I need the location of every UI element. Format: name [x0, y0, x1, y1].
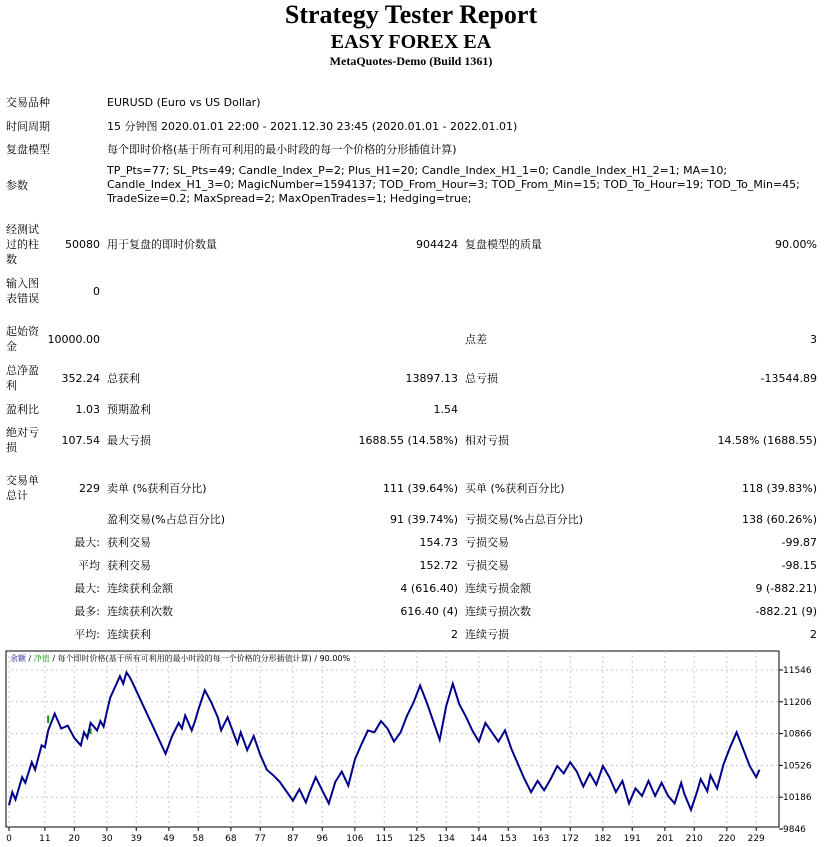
legend-balance: 余额	[10, 654, 26, 663]
x-tick-label: 229	[747, 834, 765, 844]
avg-profit-label: 获利交易	[107, 559, 151, 572]
avg-loss-value: -98.15	[781, 559, 817, 572]
params-label: 参数	[6, 179, 28, 192]
x-tick-label: 87	[287, 834, 299, 844]
max-cons-wins-value: 4 (616.40)	[400, 582, 458, 595]
legend-model: 每个即时价格(基于所有可利用的最小时段的每一个价格的分形插值计算)	[57, 654, 312, 663]
total-trades-value: 229	[79, 482, 100, 495]
largest-profit-label: 获利交易	[107, 536, 151, 549]
abs-drawdown-label: 绝对亏损	[6, 426, 39, 454]
x-tick-label: 106	[346, 834, 364, 844]
largest-loss-value: -99.87	[781, 536, 817, 549]
errors-value: 0	[93, 285, 100, 298]
x-tick-label: 11	[39, 834, 51, 844]
quality-value: 90.00%	[775, 238, 817, 251]
loss-trades-label: 亏损交易(%占总百分比)	[465, 513, 584, 526]
avg-cons-losses-label: 连续亏损	[465, 628, 509, 641]
gross-loss-value: -13544.89	[760, 372, 817, 385]
max-cons-profit-label: 连续获利次数	[107, 605, 173, 618]
avg-cons-wins-label: 连续获利	[107, 628, 151, 641]
x-axis	[6, 827, 765, 844]
quality-label: 复盘模型的质量	[465, 238, 542, 251]
legend-equity: 净值	[33, 654, 50, 663]
rel-drawdown-label: 相对亏损	[465, 434, 509, 447]
payoff-label: 预期盈利	[107, 403, 151, 416]
max-cons-loss-label: 连续亏损次数	[465, 605, 531, 618]
y-tick-label: 10186	[783, 793, 812, 804]
symbol-value: EURUSD (Euro vs US Dollar)	[107, 96, 261, 109]
x-tick-label: 182	[594, 834, 612, 844]
deposit-value: 10000.00	[47, 333, 100, 346]
profit-trades-value: 91 (39.74%)	[389, 513, 458, 526]
x-tick-label: 125	[408, 834, 426, 844]
x-tick-label: 30	[101, 834, 113, 844]
max-cons-wins-label: 连续获利金额	[107, 582, 173, 595]
symbol-label: 交易品种	[6, 96, 50, 109]
period-label: 时间周期	[6, 120, 50, 133]
rel-drawdown-value: 14.58% (1688.55)	[717, 434, 817, 447]
y-tick-label: 10526	[783, 761, 812, 772]
most-label: 最多:	[74, 605, 100, 618]
max-cons-losses-value: 9 (-882.21)	[755, 582, 817, 595]
long-positions-value: 118 (39.83%)	[741, 482, 817, 495]
period-value: 15 分钟图 2020.01.01 22:00 - 2021.12.30 23:45 (2020.01.01 - 2022.01.01)	[107, 120, 518, 133]
model-value: 每个即时价格(基于所有可利用的最小时段的每一个价格的分形插值计算)	[107, 143, 457, 156]
spread-value: 3	[810, 333, 817, 346]
largest-profit-value: 154.73	[419, 536, 458, 549]
ticks-label: 用于复盘的即时价数量	[107, 238, 217, 251]
max-cons-losses-label: 连续亏损金额	[465, 582, 531, 595]
avg-loss-label: 亏损交易	[465, 559, 509, 572]
bars-value: 50080	[65, 238, 100, 251]
report-title: Strategy Tester Report	[284, 0, 538, 29]
x-tick-label: 144	[470, 834, 488, 844]
loss-trades-value: 138 (60.26%)	[741, 513, 817, 526]
profit-factor-value: 1.03	[75, 403, 100, 416]
x-tick-label: 163	[532, 834, 550, 844]
y-tick-label: 9846	[783, 825, 806, 835]
largest-label: 最大:	[74, 536, 100, 549]
legend-quality: 90.00%	[319, 654, 351, 663]
short-positions-value: 111 (39.64%)	[382, 482, 458, 495]
x-tick-label: 115	[375, 834, 393, 844]
max-drawdown-value: 1688.55 (14.58%)	[358, 434, 458, 447]
x-tick-label: 0	[6, 834, 12, 844]
long-positions-label: 买单 (%获利百分比)	[465, 482, 565, 495]
balance-chart	[0, 647, 837, 847]
x-tick-label: 191	[623, 834, 641, 844]
x-tick-label: 68	[225, 834, 237, 844]
x-tick-label: 134	[437, 834, 455, 844]
avg-cons-wins-value: 2	[451, 628, 458, 641]
x-tick-label: 172	[561, 834, 579, 844]
max-cons-loss-value: -882.21 (9)	[755, 605, 817, 618]
net-profit-value: 352.24	[61, 372, 100, 385]
payoff-value: 1.54	[433, 403, 458, 416]
params-line-2: Candle_Index_H1_3=0; MagicNumber=1594137; TOD_From_Hour=3; TOD_From_Min=15; TOD_To_Hour=19; TOD_To_Min=45;	[107, 178, 800, 191]
x-tick-label: 77	[254, 834, 266, 844]
max-drawdown-label: 最大亏损	[107, 434, 151, 447]
gross-loss-label: 总亏损	[465, 372, 498, 385]
average-label: 平均	[78, 559, 100, 572]
x-tick-label: 39	[130, 834, 142, 844]
profit-factor-label: 盈利比	[6, 403, 39, 416]
ticks-value: 904424	[416, 238, 458, 251]
x-tick-label: 210	[685, 834, 703, 844]
legend-sep-2: /	[49, 654, 58, 663]
avg-cons-losses-value: 2	[810, 628, 817, 641]
x-tick-label: 201	[656, 834, 674, 844]
abs-drawdown-value: 107.54	[61, 434, 100, 447]
x-tick-label: 49	[163, 834, 175, 844]
y-tick-label: 11206	[783, 697, 812, 708]
params-line-3: TradeSize=0.2; MaxSpread=2; MaxOpenTrades=1; Hedging=true;	[107, 192, 472, 205]
legend-sep-1: /	[26, 654, 34, 663]
y-tick-label: 11546	[783, 666, 812, 676]
ea-name: EASY FOREX EA	[330, 31, 492, 53]
net-profit-label: 总净盈利	[6, 364, 39, 392]
short-positions-label: 卖单 (%获利百分比)	[107, 482, 207, 495]
y-axis	[779, 666, 812, 835]
gross-profit-value: 13897.13	[405, 372, 458, 385]
x-tick-label: 58	[192, 834, 204, 844]
average-cons-label: 平均:	[74, 628, 100, 641]
x-tick-label: 96	[316, 834, 328, 844]
deposit-label: 起始资金	[6, 325, 39, 353]
largest-loss-label: 亏损交易	[465, 536, 509, 549]
total-trades-label: 交易单总计	[6, 474, 39, 502]
maximum-label: 最大:	[74, 582, 100, 595]
avg-profit-value: 152.72	[419, 559, 458, 572]
spread-label: 点差	[465, 333, 487, 346]
params-line-1: TP_Pts=77; SL_Pts=49; Candle_Index_P=2; Plus_H1=20; Candle_Index_H1_1=0; Candle_Index_H1_2=1; MA=10;	[107, 164, 728, 177]
profit-trades-label: 盈利交易(%占总百分比)	[107, 513, 226, 526]
legend-sep-3: /	[311, 654, 320, 663]
y-tick-label: 10866	[783, 729, 812, 740]
errors-label: 输入图表错误	[6, 277, 39, 305]
model-label: 复盘模型	[6, 143, 50, 156]
bars-label: 经测试过的柱数	[6, 223, 39, 266]
max-cons-profit-value: 616.40 (4)	[400, 605, 458, 618]
server-build: MetaQuotes-Demo (Build 1361)	[329, 54, 493, 68]
x-tick-label: 20	[68, 834, 80, 844]
x-tick-label: 220	[718, 834, 736, 844]
chart-legend	[10, 653, 350, 663]
x-tick-label: 153	[499, 834, 517, 844]
gross-profit-label: 总获利	[107, 372, 140, 385]
